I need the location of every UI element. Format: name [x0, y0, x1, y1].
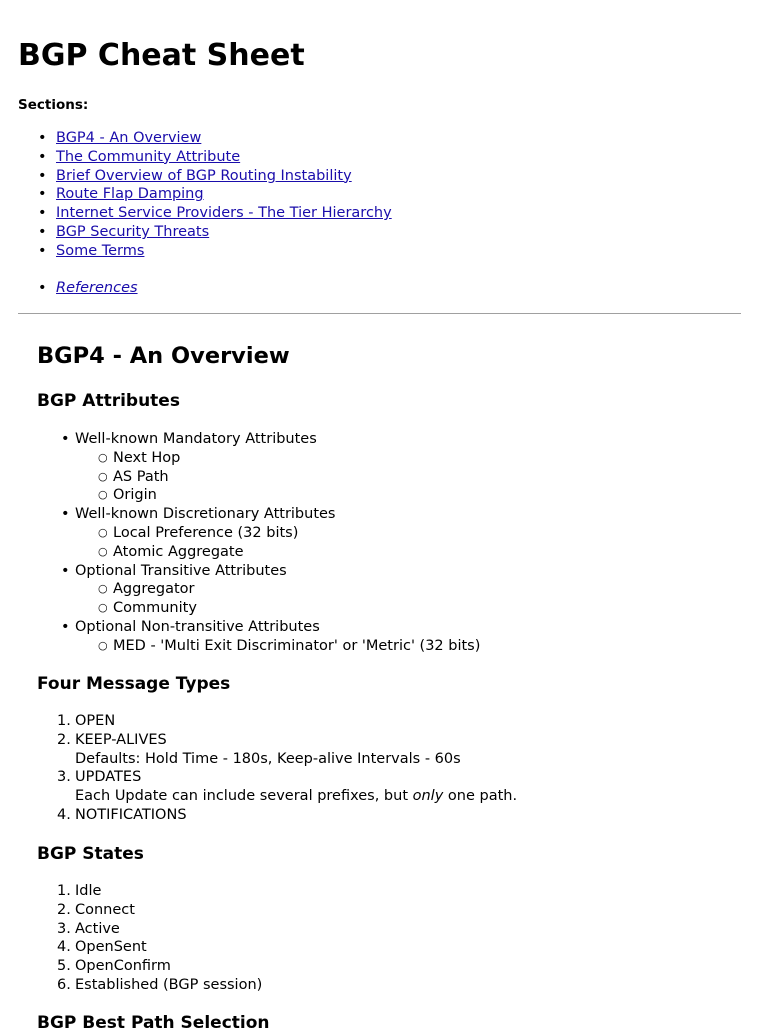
attribute-group-label: Optional Non-transitive Attributes	[75, 618, 320, 635]
state-label: Established (BGP session)	[75, 976, 263, 993]
toc-link-routing-instability[interactable]: Brief Overview of BGP Routing Instability	[56, 167, 352, 184]
table-of-contents	[38, 129, 738, 298]
state-label: OpenConfirm	[75, 958, 171, 975]
attribute-item: ○ Aggregator	[113, 580, 747, 599]
toc-link-bgp4-overview[interactable]: BGP4 - An Overview	[56, 130, 202, 146]
attribute-item: ○ Origin	[113, 486, 747, 505]
toc-item	[38, 204, 738, 223]
section-divider	[18, 313, 741, 314]
message-type-item	[57, 768, 747, 806]
toc-link-community-attribute[interactable]: The Community Attribute	[56, 148, 241, 165]
state-label: Active	[75, 920, 120, 937]
note-emphasis: only	[412, 788, 444, 805]
attribute-item: ○ AS Path	[113, 468, 747, 487]
toc-item	[38, 129, 738, 148]
list-number: 4.	[57, 939, 71, 956]
attribute-item: ○ MED - 'Multi Exit Discriminator' or 'Metric' (32 bits)	[113, 637, 747, 656]
state-label: Idle	[75, 883, 102, 899]
message-type-label: NOTIFICATIONS	[75, 806, 187, 823]
message-types-list	[57, 712, 747, 825]
note-text: Each Update can include several prefixes, but	[75, 788, 413, 805]
attribute-item: ○ Next Hop	[113, 449, 747, 468]
list-number: 2.	[57, 901, 71, 918]
toc-link-references[interactable]: References	[56, 280, 138, 297]
subheading-message-types: Four Message Types	[37, 674, 231, 694]
toc-item	[38, 167, 738, 186]
attribute-group	[57, 505, 747, 561]
attribute-sublist	[75, 524, 747, 562]
list-number: 3.	[57, 920, 71, 937]
list-number: 1.	[57, 713, 71, 729]
toc-link-tier-hierarchy[interactable]: Internet Service Providers - The Tier Hierarchy	[56, 205, 392, 222]
page-title: BGP Cheat Sheet	[18, 38, 305, 73]
toc-link-security-threats[interactable]: BGP Security Threats	[56, 223, 210, 240]
state-item	[57, 976, 747, 995]
attribute-item: ○ Local Preference (32 bits)	[113, 524, 747, 543]
list-number: 4.	[57, 806, 71, 823]
message-type-item	[57, 712, 747, 731]
state-item	[57, 901, 747, 920]
message-type-item	[57, 731, 747, 769]
toc-item	[38, 279, 738, 298]
subheading-bgp-attributes: BGP Attributes	[37, 391, 180, 411]
toc-item	[38, 242, 738, 261]
attribute-item: ○ Atomic Aggregate	[113, 543, 747, 562]
message-type-label: OPEN	[75, 713, 116, 729]
bgp-states-list	[57, 882, 747, 995]
state-label: OpenSent	[75, 939, 147, 956]
attribute-group	[57, 430, 747, 505]
list-number: 5.	[57, 958, 71, 975]
list-number: 1.	[57, 883, 71, 899]
attribute-sublist	[75, 449, 747, 505]
list-number: 2.	[57, 731, 71, 748]
toc-link-route-flap-damping[interactable]: Route Flap Damping	[56, 186, 204, 203]
attribute-sublist	[75, 580, 747, 618]
attribute-sublist	[75, 637, 747, 656]
subheading-best-path-selection: BGP Best Path Selection	[37, 1013, 270, 1033]
attribute-group	[57, 618, 747, 656]
message-type-label: UPDATES	[75, 769, 142, 786]
attribute-item: ○ Community	[113, 599, 747, 618]
subheading-bgp-states: BGP States	[37, 844, 144, 864]
attribute-group-label: Well-known Mandatory Attributes	[75, 431, 317, 447]
attributes-list	[57, 430, 747, 656]
list-number: 6.	[57, 976, 71, 993]
toc-item	[38, 185, 738, 204]
state-item	[57, 920, 747, 939]
section-heading-bgp4-overview: BGP4 - An Overview	[37, 343, 290, 369]
state-item	[57, 882, 747, 901]
attribute-group	[57, 562, 747, 618]
message-type-note: Defaults: Hold Time - 180s, Keep-alive Intervals - 60s	[75, 750, 461, 767]
message-type-note	[75, 787, 747, 806]
message-type-item	[57, 806, 747, 825]
state-item	[57, 938, 747, 957]
attribute-group-label: Optional Transitive Attributes	[75, 562, 287, 579]
state-label: Connect	[75, 901, 135, 918]
message-type-label: KEEP-ALIVES	[75, 731, 167, 748]
attribute-group-label: Well-known Discretionary Attributes	[75, 506, 336, 523]
toc-item	[38, 148, 738, 167]
toc-link-some-terms[interactable]: Some Terms	[56, 242, 145, 259]
list-number: 3.	[57, 769, 71, 786]
sections-label: Sections:	[18, 97, 89, 113]
note-text: one path.	[443, 788, 518, 805]
toc-item	[38, 223, 738, 242]
state-item	[57, 957, 747, 976]
